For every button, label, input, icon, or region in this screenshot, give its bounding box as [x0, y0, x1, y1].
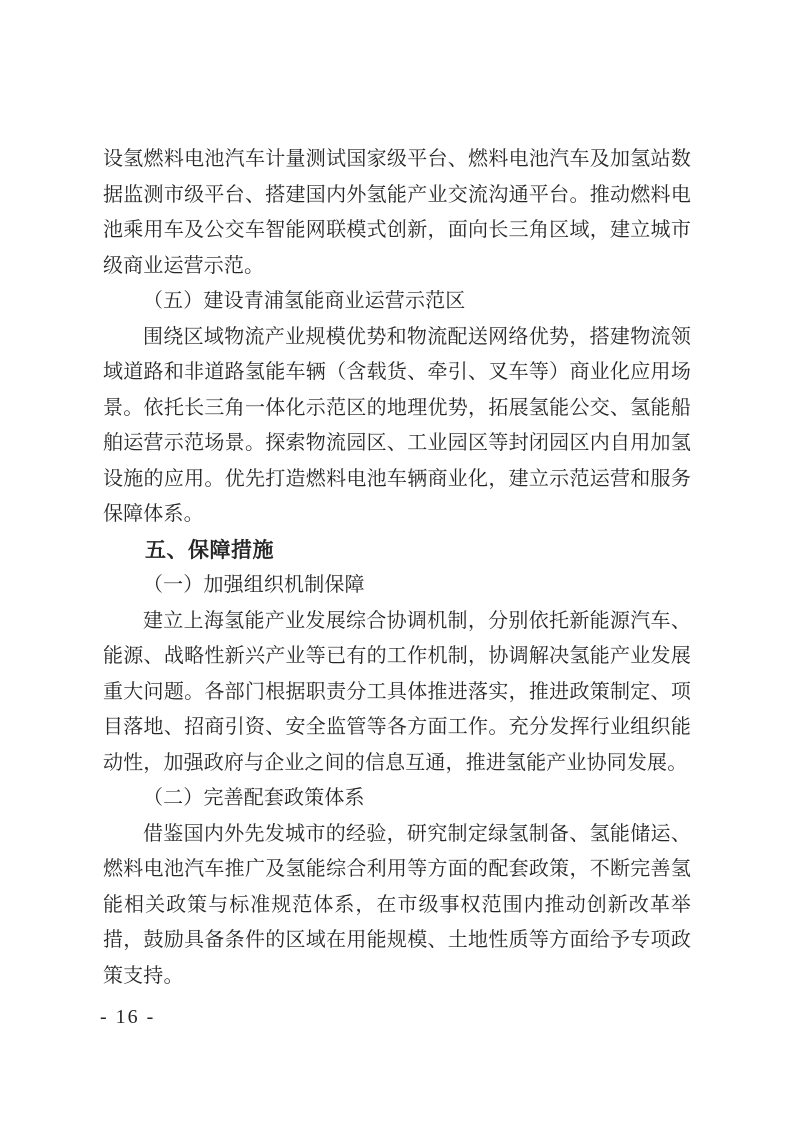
paragraph-coordination-mechanism: 建立上海氢能产业发展综合协调机制，分别依托新能源汽车、能源、战略性新兴产业等已有的工作机制，协调解决氢能产业发展重大问题。各部门根据职责分工具体推进落实，推进政策制定、项目落地、招商引资、安全监管等各方面工作。充分发挥行业组织能动性，加强政府与企业之间的信息互通，推进氢能产业协同发展。 [103, 609, 691, 774]
section-heading-5-qingpu-demo-zone: （五）建设青浦氢能商业运营示范区 [143, 290, 466, 312]
paragraph-policy-support: 借鉴国内外先发城市的经验，研究制定绿氢制备、氢能储运、燃料电池汽车推广及氢能综合利用等方面的配套政策，不断完善氢能相关政策与标准规范体系，在市级事权范围内推动创新改革举措，鼓励具备条件的区域在用能规模、土地性质等方面给予专项政策支持。 [103, 822, 691, 987]
section-heading-1-organizational-mechanism: （一）加强组织机制保障 [143, 574, 365, 596]
section-heading-2-supporting-policy: （二）完善配套政策体系 [143, 787, 365, 809]
document-body [103, 142, 691, 994]
page-number: - 16 - [100, 1006, 156, 1028]
chapter-heading-safeguard-measures: 五、保障措施 [145, 538, 274, 562]
paragraph-continued-from-previous-page: 设氢燃料电池汽车计量测试国家级平台、燃料电池汽车及加氢站数据监测市级平台、搭建国内外氢能产业交流沟通平台。推动燃料电池乘用车及公交车智能网联模式创新，面向长三角区域，建立城市级商业运营示范。 [103, 148, 691, 277]
paragraph-qingpu-logistics: 围绕区域物流产业规模优势和物流配送网络优势，搭建物流领域道路和非道路氢能车辆（含载货、牵引、叉车等）商业化应用场景。依托长三角一体化示范区的地理优势，拓展氢能公交、氢能船舶运营示范场景。探索物流园区、工业园区等封闭园区内自用加氢设施的应用。优先打造燃料电池车辆商业化，建立示范运营和服务保障体系。 [103, 325, 691, 525]
